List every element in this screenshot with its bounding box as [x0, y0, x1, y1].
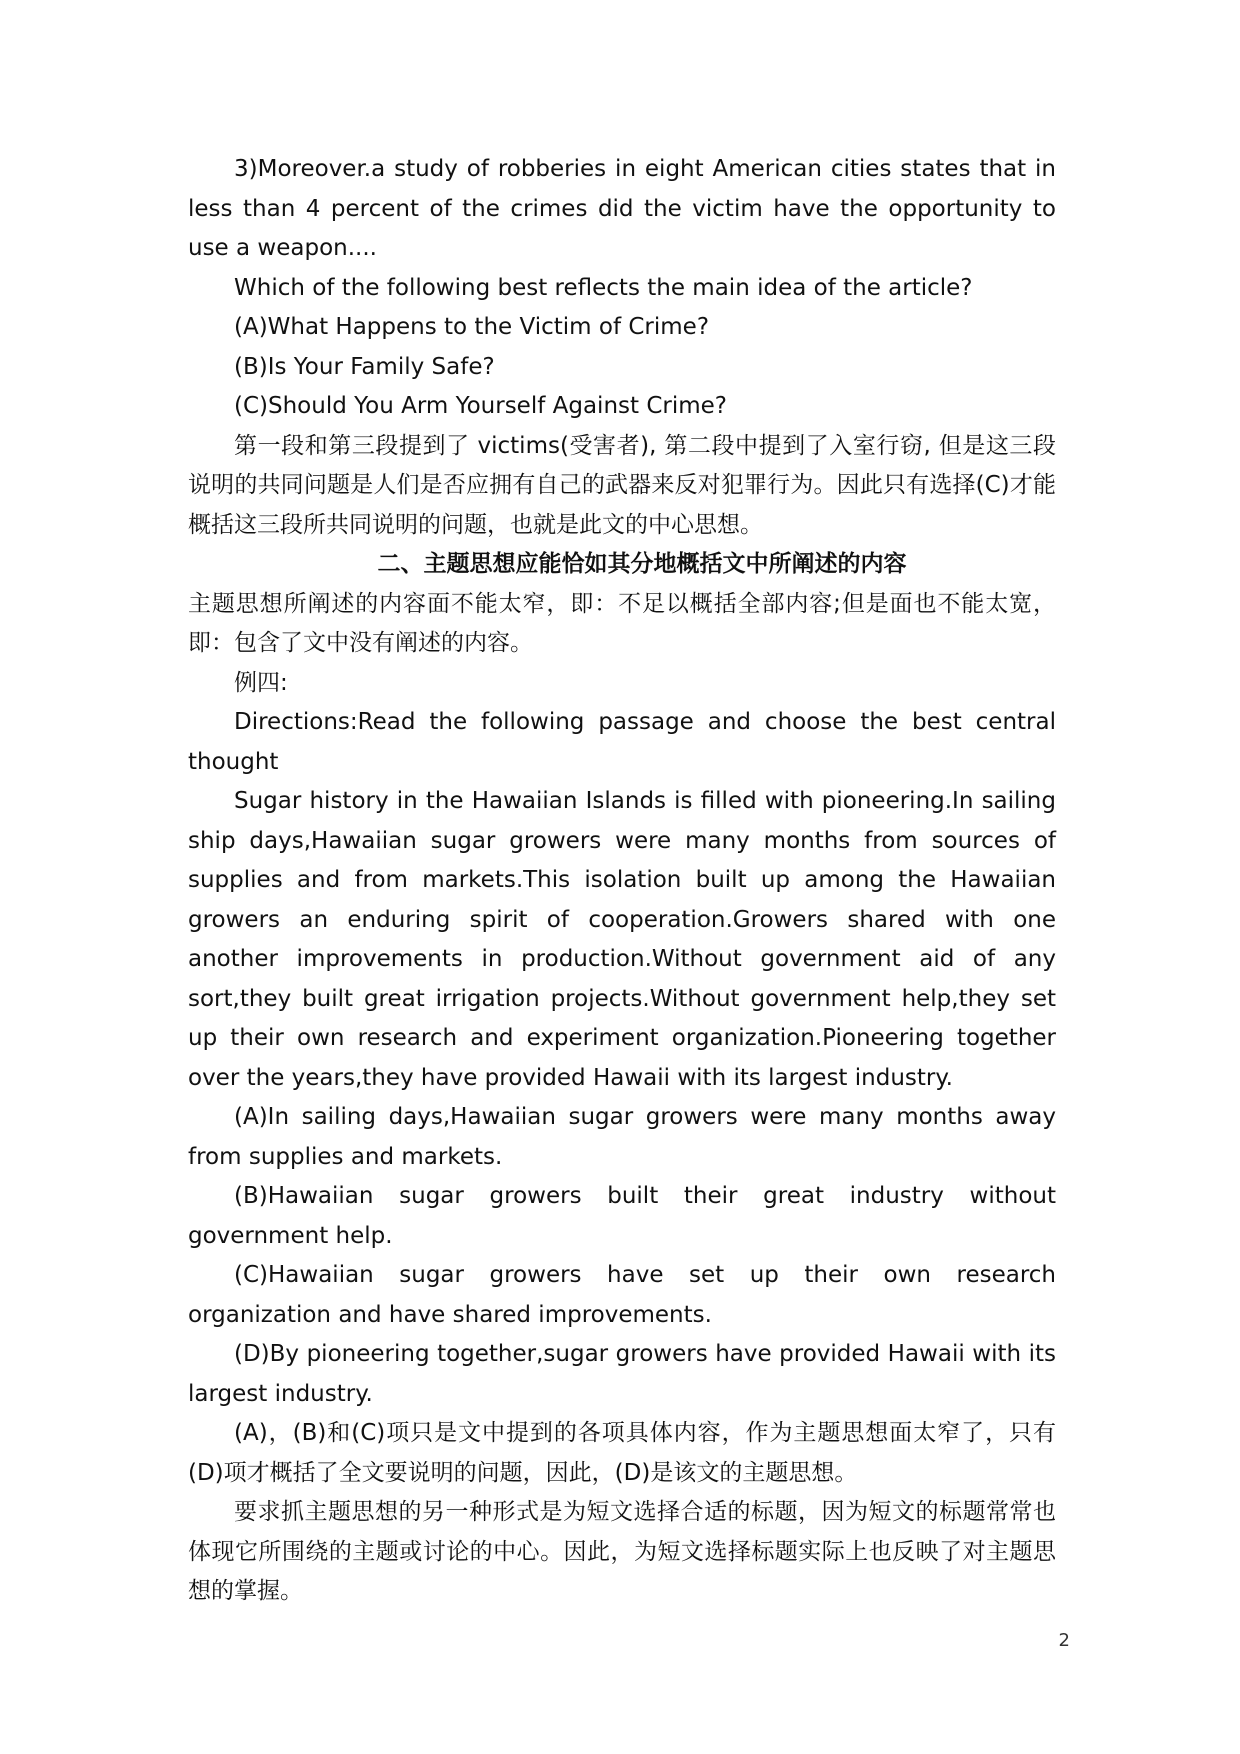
- passage-sugar-history: Sugar history in the Hawaiian Islands is filled with pioneering.In sailing ship days,Hawaiian sugar growers were many months from sources of supplies and from markets.This isolation built up among the Hawaiian growers an enduring spirit of cooperation.Growers shared with one another improvements in production.Without government aid of any sort,they built great irrigation projects.Without government help,they set up their own research and experiment organization.Pioneering together over the years,they have provided Hawaii with its largest industry.: [188, 788, 1056, 1091]
- document-page: [188, 150, 1056, 1612]
- paragraph-robbery-study: 3)Moreover.a study of robberies in eight American cities states that in less than 4 percent of the crimes did the victim have the opportunity to use a weapon....: [188, 156, 1056, 261]
- section-explanation: 主题思想所阐述的内容面不能太窄，即：不足以概括全部内容;但是面也不能太宽，即：包含了文中没有阐述的内容。: [188, 590, 1056, 656]
- option-b-sugar: (B)Hawaiian sugar growers built their great industry without government help.: [188, 1183, 1056, 1249]
- page-number: 2: [1058, 1630, 1070, 1651]
- question-main-idea: Which of the following best reflects the main idea of the article?: [234, 274, 973, 301]
- option-a-sugar: (A)In sailing days,Hawaiian sugar growers were many months away from supplies and markets.: [188, 1104, 1056, 1170]
- section-heading: 二、主题思想应能恰如其分地概括文中所阐述的内容: [377, 551, 907, 577]
- analysis-crime: 第一段和第三段提到了 victims(受害者), 第二段中提到了入室行窃, 但是这三段说明的共同问题是人们是否应拥有自己的武器来反对犯罪行为。因此只有选择(C)才能概括这三段所共同说明的问题，也就是此文的中心思想。: [188, 432, 1056, 538]
- closing-paragraph: 要求抓主题思想的另一种形式是为短文选择合适的标题，因为短文的标题常常也体现它所围绕的主题或讨论的中心。因此，为短文选择标题实际上也反映了对主题思想的掌握。: [188, 1499, 1056, 1604]
- option-d-sugar: (D)By pioneering together,sugar growers have provided Hawaii with its largest industry.: [188, 1341, 1056, 1407]
- option-b-crime: (B)Is Your Family Safe?: [234, 353, 495, 380]
- directions: Directions:Read the following passage and choose the best central thought: [188, 709, 1056, 775]
- option-c-sugar: (C)Hawaiian sugar growers have set up their own research organization and have shared improvements.: [188, 1262, 1056, 1328]
- analysis-sugar: (A)，(B)和(C)项只是文中提到的各项具体内容，作为主题思想面太窄了，只有(D)项才概括了全文要说明的问题，因此，(D)是该文的主题思想。: [188, 1420, 1056, 1486]
- example-label: 例四:: [234, 669, 288, 696]
- option-a-crime: (A)What Happens to the Victim of Crime?: [234, 314, 710, 340]
- option-c-crime: (C)Should You Arm Yourself Against Crime?: [234, 393, 727, 419]
